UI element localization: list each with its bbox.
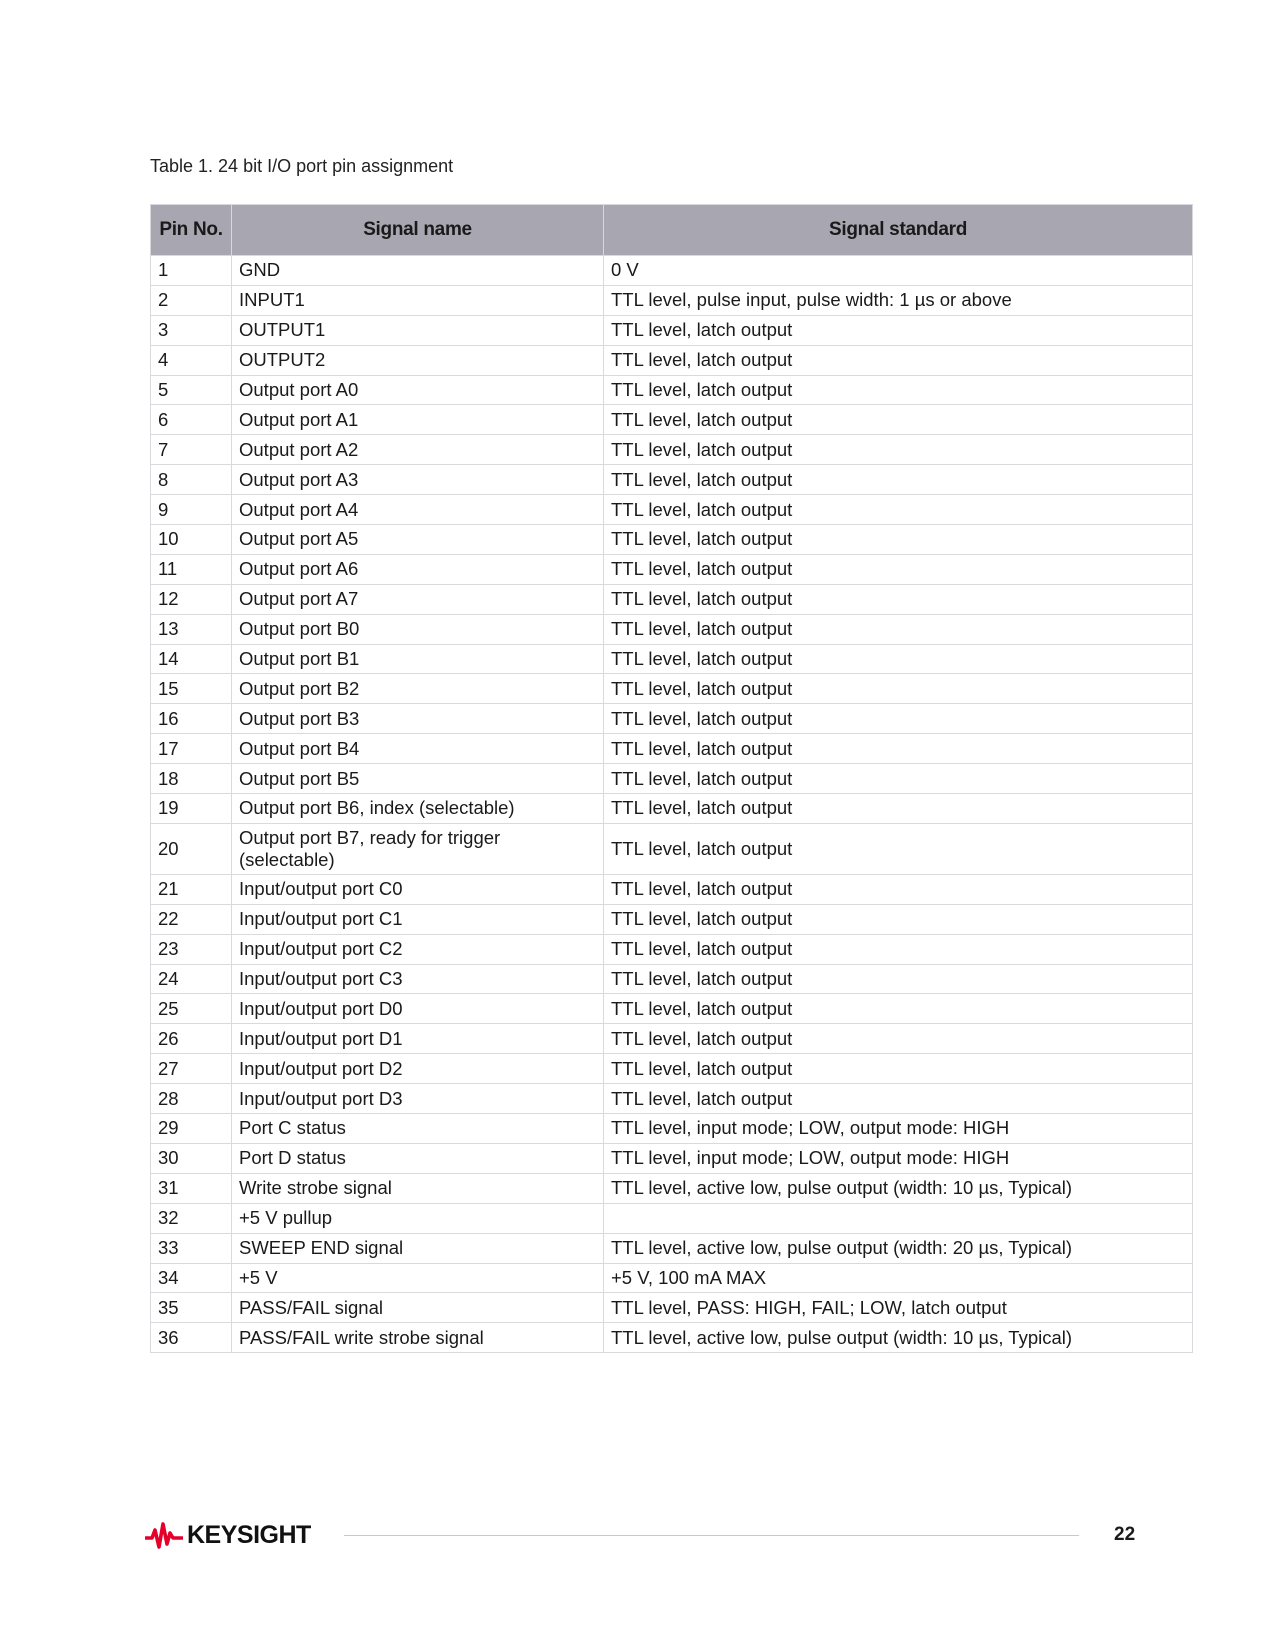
table-caption: Table 1. 24 bit I/O port pin assignment — [150, 156, 454, 176]
brand-name: KEYSIGHT — [187, 1520, 311, 1549]
signal-name-cell: Output port B5 — [232, 764, 604, 794]
signal-standard-cell: TTL level, latch output — [604, 874, 1193, 904]
signal-name-cell: Output port B2 — [232, 674, 604, 704]
table-row — [151, 1173, 1193, 1203]
signal-standard-cell: TTL level, latch output — [604, 764, 1193, 794]
signal-name-cell: Input/output port D0 — [232, 994, 604, 1024]
table-header-row — [151, 205, 1193, 256]
pin-number-cell: 28 — [151, 1084, 232, 1114]
signal-name-cell: Output port A2 — [232, 435, 604, 465]
signal-standard-cell: TTL level, latch output — [604, 315, 1193, 345]
signal-name-cell: PASS/FAIL signal — [232, 1293, 604, 1323]
pin-number-cell: 13 — [151, 614, 232, 644]
pin-number-cell: 2 — [151, 285, 232, 315]
signal-name-cell: Port D status — [232, 1143, 604, 1173]
table-row — [151, 764, 1193, 794]
table-row — [151, 435, 1193, 465]
table-row — [151, 525, 1193, 555]
table-row — [151, 874, 1193, 904]
table-row — [151, 315, 1193, 345]
signal-standard-cell: TTL level, latch output — [604, 1084, 1193, 1114]
signal-name-cell: INPUT1 — [232, 285, 604, 315]
table-row — [151, 994, 1193, 1024]
signal-standard-cell: TTL level, latch output — [604, 1054, 1193, 1084]
signal-name-cell: Output port A6 — [232, 554, 604, 584]
table-row — [151, 1143, 1193, 1173]
table-row — [151, 674, 1193, 704]
pin-number-cell: 12 — [151, 584, 232, 614]
pin-number-cell: 29 — [151, 1114, 232, 1144]
pin-number-cell: 25 — [151, 994, 232, 1024]
table-row — [151, 405, 1193, 435]
table-row — [151, 256, 1193, 286]
pin-assignment-table — [150, 204, 1193, 1353]
pin-number-cell: 22 — [151, 904, 232, 934]
signal-name-cell: Output port A3 — [232, 465, 604, 495]
pin-number-cell: 20 — [151, 823, 232, 874]
pin-number-cell: 26 — [151, 1024, 232, 1054]
signal-standard-cell: TTL level, latch output — [604, 734, 1193, 764]
pin-number-cell: 4 — [151, 345, 232, 375]
signal-name-cell: Output port A1 — [232, 405, 604, 435]
signal-name-cell: Output port B4 — [232, 734, 604, 764]
table-row — [151, 1084, 1193, 1114]
pin-number-cell: 16 — [151, 704, 232, 734]
signal-name-cell: Input/output port C2 — [232, 934, 604, 964]
table-row — [151, 1114, 1193, 1144]
signal-standard-cell: TTL level, PASS: HIGH, FAIL; LOW, latch output — [604, 1293, 1193, 1323]
pin-number-cell: 19 — [151, 794, 232, 824]
signal-standard-cell — [604, 1203, 1193, 1233]
signal-standard-cell: TTL level, active low, pulse output (width: 10 µs, Typical) — [604, 1173, 1193, 1203]
pin-number-cell: 31 — [151, 1173, 232, 1203]
signal-standard-cell: TTL level, active low, pulse output (width: 20 µs, Typical) — [604, 1233, 1193, 1263]
keysight-waveform-icon — [145, 1520, 183, 1550]
pin-number-cell: 3 — [151, 315, 232, 345]
signal-standard-cell: TTL level, latch output — [604, 614, 1193, 644]
signal-standard-cell: TTL level, latch output — [604, 405, 1193, 435]
table-row — [151, 1293, 1193, 1323]
signal-standard-cell: TTL level, latch output — [604, 904, 1193, 934]
pin-number-cell: 1 — [151, 256, 232, 286]
signal-name-cell: Output port B7, ready for trigger (selectable) — [232, 823, 604, 874]
table-row — [151, 1024, 1193, 1054]
keysight-logo — [145, 1520, 311, 1550]
pin-number-cell: 18 — [151, 764, 232, 794]
table-row — [151, 823, 1193, 874]
pin-number-cell: 32 — [151, 1203, 232, 1233]
signal-name-cell: GND — [232, 256, 604, 286]
page-number: 22 — [1114, 1524, 1136, 1545]
signal-standard-cell: TTL level, latch output — [604, 934, 1193, 964]
table-row — [151, 465, 1193, 495]
signal-name-cell: Input/output port C1 — [232, 904, 604, 934]
header-pin-no: Pin No. — [151, 205, 232, 256]
signal-standard-cell: TTL level, latch output — [604, 435, 1193, 465]
signal-standard-cell: TTL level, latch output — [604, 964, 1193, 994]
signal-name-cell: Output port A7 — [232, 584, 604, 614]
table-row — [151, 375, 1193, 405]
signal-standard-cell: TTL level, input mode; LOW, output mode: HIGH — [604, 1143, 1193, 1173]
signal-name-cell: PASS/FAIL write strobe signal — [232, 1323, 604, 1353]
table-row — [151, 734, 1193, 764]
pin-number-cell: 36 — [151, 1323, 232, 1353]
signal-name-cell: Output port A5 — [232, 525, 604, 555]
signal-standard-cell: TTL level, latch output — [604, 345, 1193, 375]
signal-standard-cell: TTL level, latch output — [604, 584, 1193, 614]
signal-standard-cell: TTL level, latch output — [604, 554, 1193, 584]
signal-standard-cell: TTL level, latch output — [604, 465, 1193, 495]
signal-standard-cell: TTL level, latch output — [604, 994, 1193, 1024]
signal-name-cell: Input/output port C0 — [232, 874, 604, 904]
pin-number-cell: 9 — [151, 495, 232, 525]
table-row — [151, 554, 1193, 584]
signal-name-cell: Input/output port D3 — [232, 1084, 604, 1114]
pin-number-cell: 5 — [151, 375, 232, 405]
signal-name-cell: +5 V — [232, 1263, 604, 1293]
signal-name-cell: Write strobe signal — [232, 1173, 604, 1203]
signal-standard-cell: TTL level, latch output — [604, 525, 1193, 555]
table-row — [151, 1263, 1193, 1293]
signal-name-cell: SWEEP END signal — [232, 1233, 604, 1263]
pin-number-cell: 34 — [151, 1263, 232, 1293]
pin-number-cell: 10 — [151, 525, 232, 555]
signal-standard-cell: 0 V — [604, 256, 1193, 286]
table-row — [151, 614, 1193, 644]
pin-number-cell: 8 — [151, 465, 232, 495]
pin-number-cell: 35 — [151, 1293, 232, 1323]
table-row — [151, 964, 1193, 994]
signal-standard-cell: TTL level, latch output — [604, 704, 1193, 734]
signal-standard-cell: TTL level, input mode; LOW, output mode: HIGH — [604, 1114, 1193, 1144]
signal-name-cell: Port C status — [232, 1114, 604, 1144]
table-row — [151, 904, 1193, 934]
table-row — [151, 704, 1193, 734]
pin-number-cell: 11 — [151, 554, 232, 584]
signal-name-cell: Input/output port D2 — [232, 1054, 604, 1084]
table-row — [151, 1233, 1193, 1263]
pin-number-cell: 17 — [151, 734, 232, 764]
signal-name-cell: OUTPUT2 — [232, 345, 604, 375]
table-body — [151, 256, 1193, 1353]
signal-name-cell: Input/output port D1 — [232, 1024, 604, 1054]
signal-name-cell: Output port A0 — [232, 375, 604, 405]
signal-standard-cell: TTL level, latch output — [604, 495, 1193, 525]
signal-name-cell: Output port B6, index (selectable) — [232, 794, 604, 824]
signal-standard-cell: TTL level, latch output — [604, 644, 1193, 674]
table-row — [151, 495, 1193, 525]
signal-standard-cell: +5 V, 100 mA MAX — [604, 1263, 1193, 1293]
pin-number-cell: 24 — [151, 964, 232, 994]
signal-standard-cell: TTL level, latch output — [604, 794, 1193, 824]
pin-number-cell: 6 — [151, 405, 232, 435]
table-row — [151, 285, 1193, 315]
pin-number-cell: 30 — [151, 1143, 232, 1173]
footer-divider — [344, 1535, 1079, 1536]
signal-name-cell: Output port A4 — [232, 495, 604, 525]
signal-standard-cell: TTL level, pulse input, pulse width: 1 µs or above — [604, 285, 1193, 315]
pin-number-cell: 7 — [151, 435, 232, 465]
table-row — [151, 1203, 1193, 1233]
signal-name-cell: Output port B1 — [232, 644, 604, 674]
table-row — [151, 1054, 1193, 1084]
signal-name-cell: +5 V pullup — [232, 1203, 604, 1233]
header-signal-standard: Signal standard — [604, 205, 1193, 256]
pin-number-cell: 21 — [151, 874, 232, 904]
table-row — [151, 345, 1193, 375]
table-row — [151, 794, 1193, 824]
signal-name-cell: Input/output port C3 — [232, 964, 604, 994]
table-row — [151, 1323, 1193, 1353]
signal-name-cell: Output port B0 — [232, 614, 604, 644]
pin-number-cell: 23 — [151, 934, 232, 964]
signal-name-cell: OUTPUT1 — [232, 315, 604, 345]
signal-standard-cell: TTL level, latch output — [604, 674, 1193, 704]
pin-number-cell: 15 — [151, 674, 232, 704]
pin-number-cell: 33 — [151, 1233, 232, 1263]
table-row — [151, 934, 1193, 964]
signal-standard-cell: TTL level, latch output — [604, 823, 1193, 874]
signal-standard-cell: TTL level, active low, pulse output (width: 10 µs, Typical) — [604, 1323, 1193, 1353]
table-row — [151, 584, 1193, 614]
header-signal-name: Signal name — [232, 205, 604, 256]
pin-number-cell: 14 — [151, 644, 232, 674]
signal-name-cell: Output port B3 — [232, 704, 604, 734]
signal-standard-cell: TTL level, latch output — [604, 1024, 1193, 1054]
table-row — [151, 644, 1193, 674]
pin-number-cell: 27 — [151, 1054, 232, 1084]
signal-standard-cell: TTL level, latch output — [604, 375, 1193, 405]
